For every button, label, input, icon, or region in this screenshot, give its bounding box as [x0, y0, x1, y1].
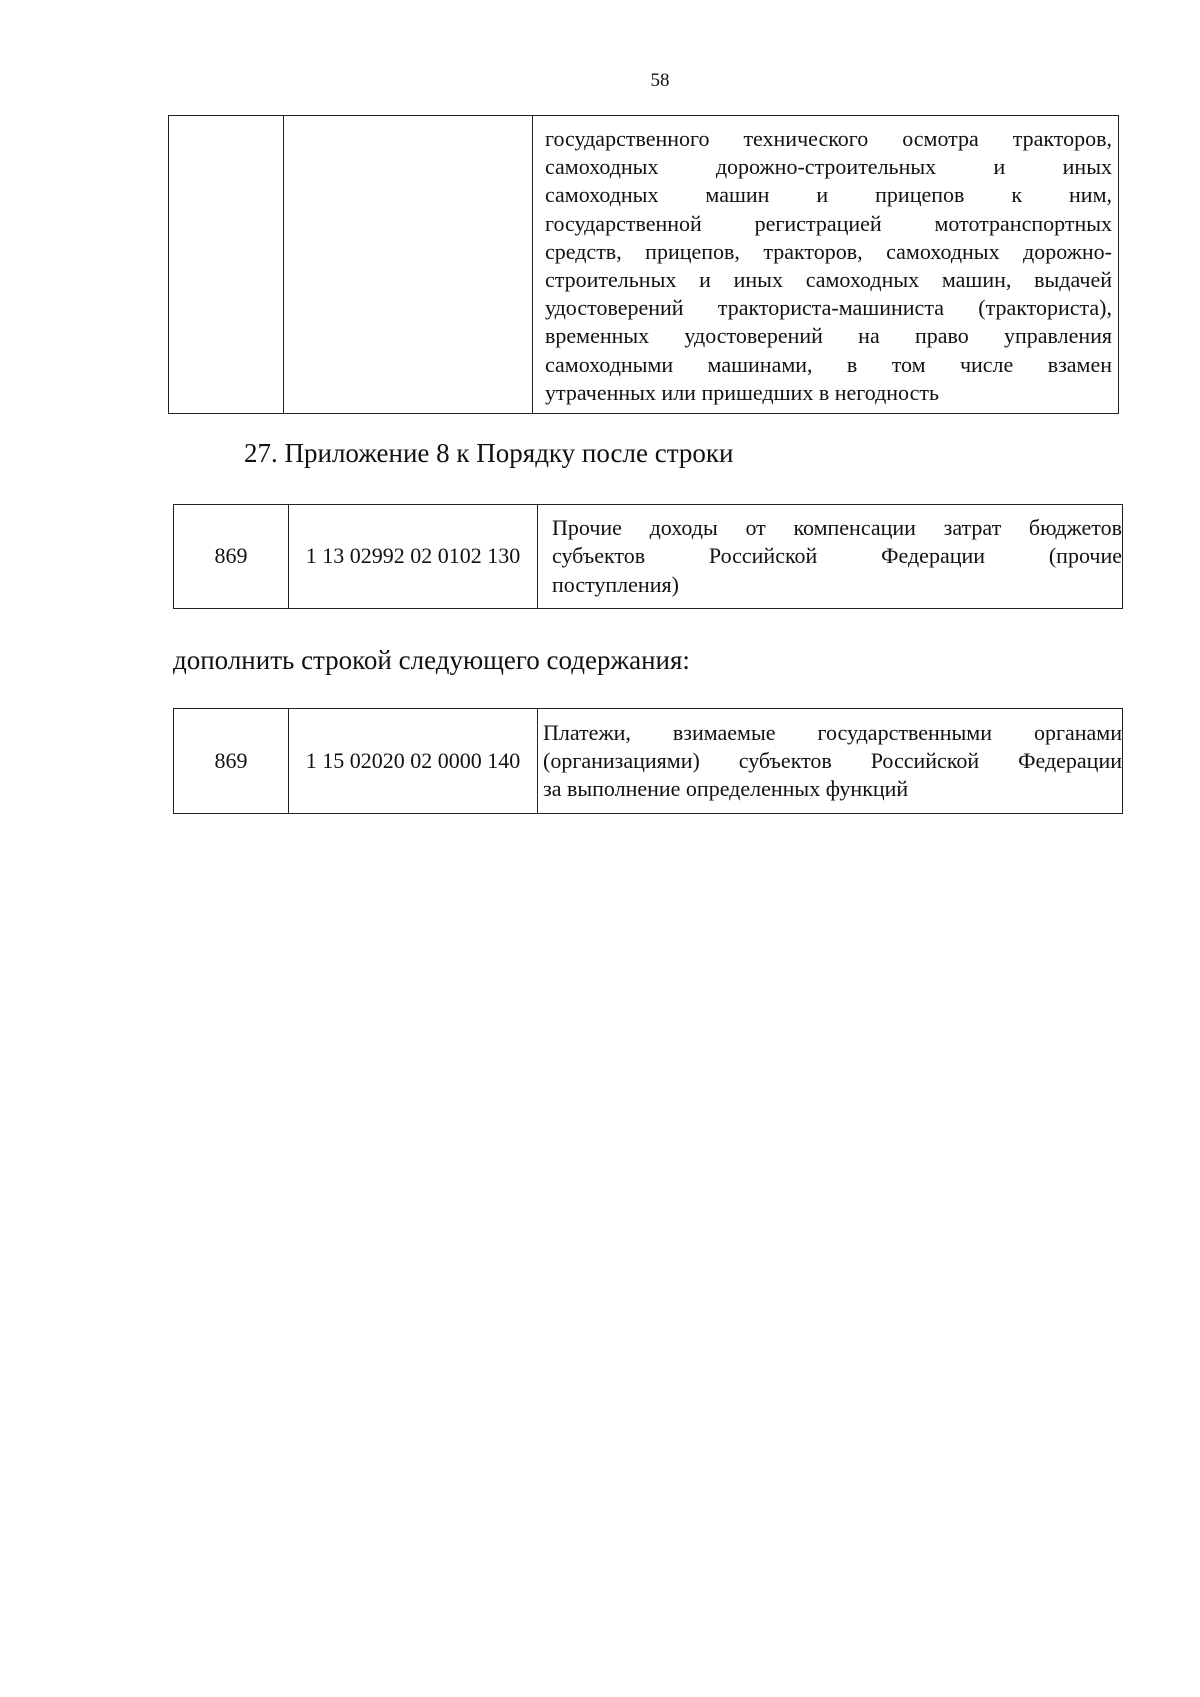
description-cell — [538, 709, 1123, 814]
kbk-cell — [284, 116, 533, 414]
code-cell: 869 — [174, 505, 289, 609]
description-line: за выполнение определенных функций — [543, 776, 909, 802]
instruction-text: дополнить строкой следующего содержания: — [173, 645, 690, 675]
continued-table — [168, 115, 1119, 414]
description-line: утраченных или пришедших в негодность — [545, 379, 940, 405]
description-line: государственного технического осмотра тракторов, — [545, 126, 1112, 151]
description-line: самоходными машинами, в том числе взамен — [545, 351, 1112, 377]
section-heading: 27. Приложение 8 к Порядку после строки — [244, 438, 734, 468]
description-line: государственной регистрацией мототранспортных — [545, 210, 1112, 236]
code-cell — [169, 116, 284, 414]
code-cell: 869 — [174, 709, 289, 814]
description-line: удостоверений тракториста-машиниста (тракториста), — [545, 295, 1112, 321]
page-number: 58 — [650, 70, 670, 91]
description-cell — [533, 116, 1119, 414]
description-line: строительных и иных самоходных машин, выдачей — [545, 267, 1112, 293]
table-row — [174, 709, 1123, 814]
description-line: временных удостоверений на право управления — [545, 323, 1112, 349]
table-row — [169, 116, 1119, 414]
kbk-cell: 1 13 02992 02 0102 130 — [289, 505, 538, 609]
description-line: субъектов Российской Федерации (прочие — [552, 543, 1122, 569]
description-line: самоходных дорожно-строительных и иных — [545, 154, 1112, 180]
description-line: самоходных машин и прицепов к ним, — [545, 182, 1112, 208]
description-cell — [538, 505, 1123, 609]
existing-row-table — [173, 504, 1123, 609]
table-row — [174, 505, 1123, 609]
new-row-table — [173, 708, 1123, 814]
description-line: (организациями) субъектов Российской Федерации — [543, 747, 1122, 773]
kbk-cell: 1 15 02020 02 0000 140 — [289, 709, 538, 814]
description-line: Платежи, взимаемые государственными органами — [543, 719, 1122, 745]
description-line: средств, прицепов, тракторов, самоходных дорожно- — [545, 238, 1112, 264]
description-line: поступления) — [552, 571, 679, 597]
description-line: Прочие доходы от компенсации затрат бюджетов — [552, 515, 1122, 541]
